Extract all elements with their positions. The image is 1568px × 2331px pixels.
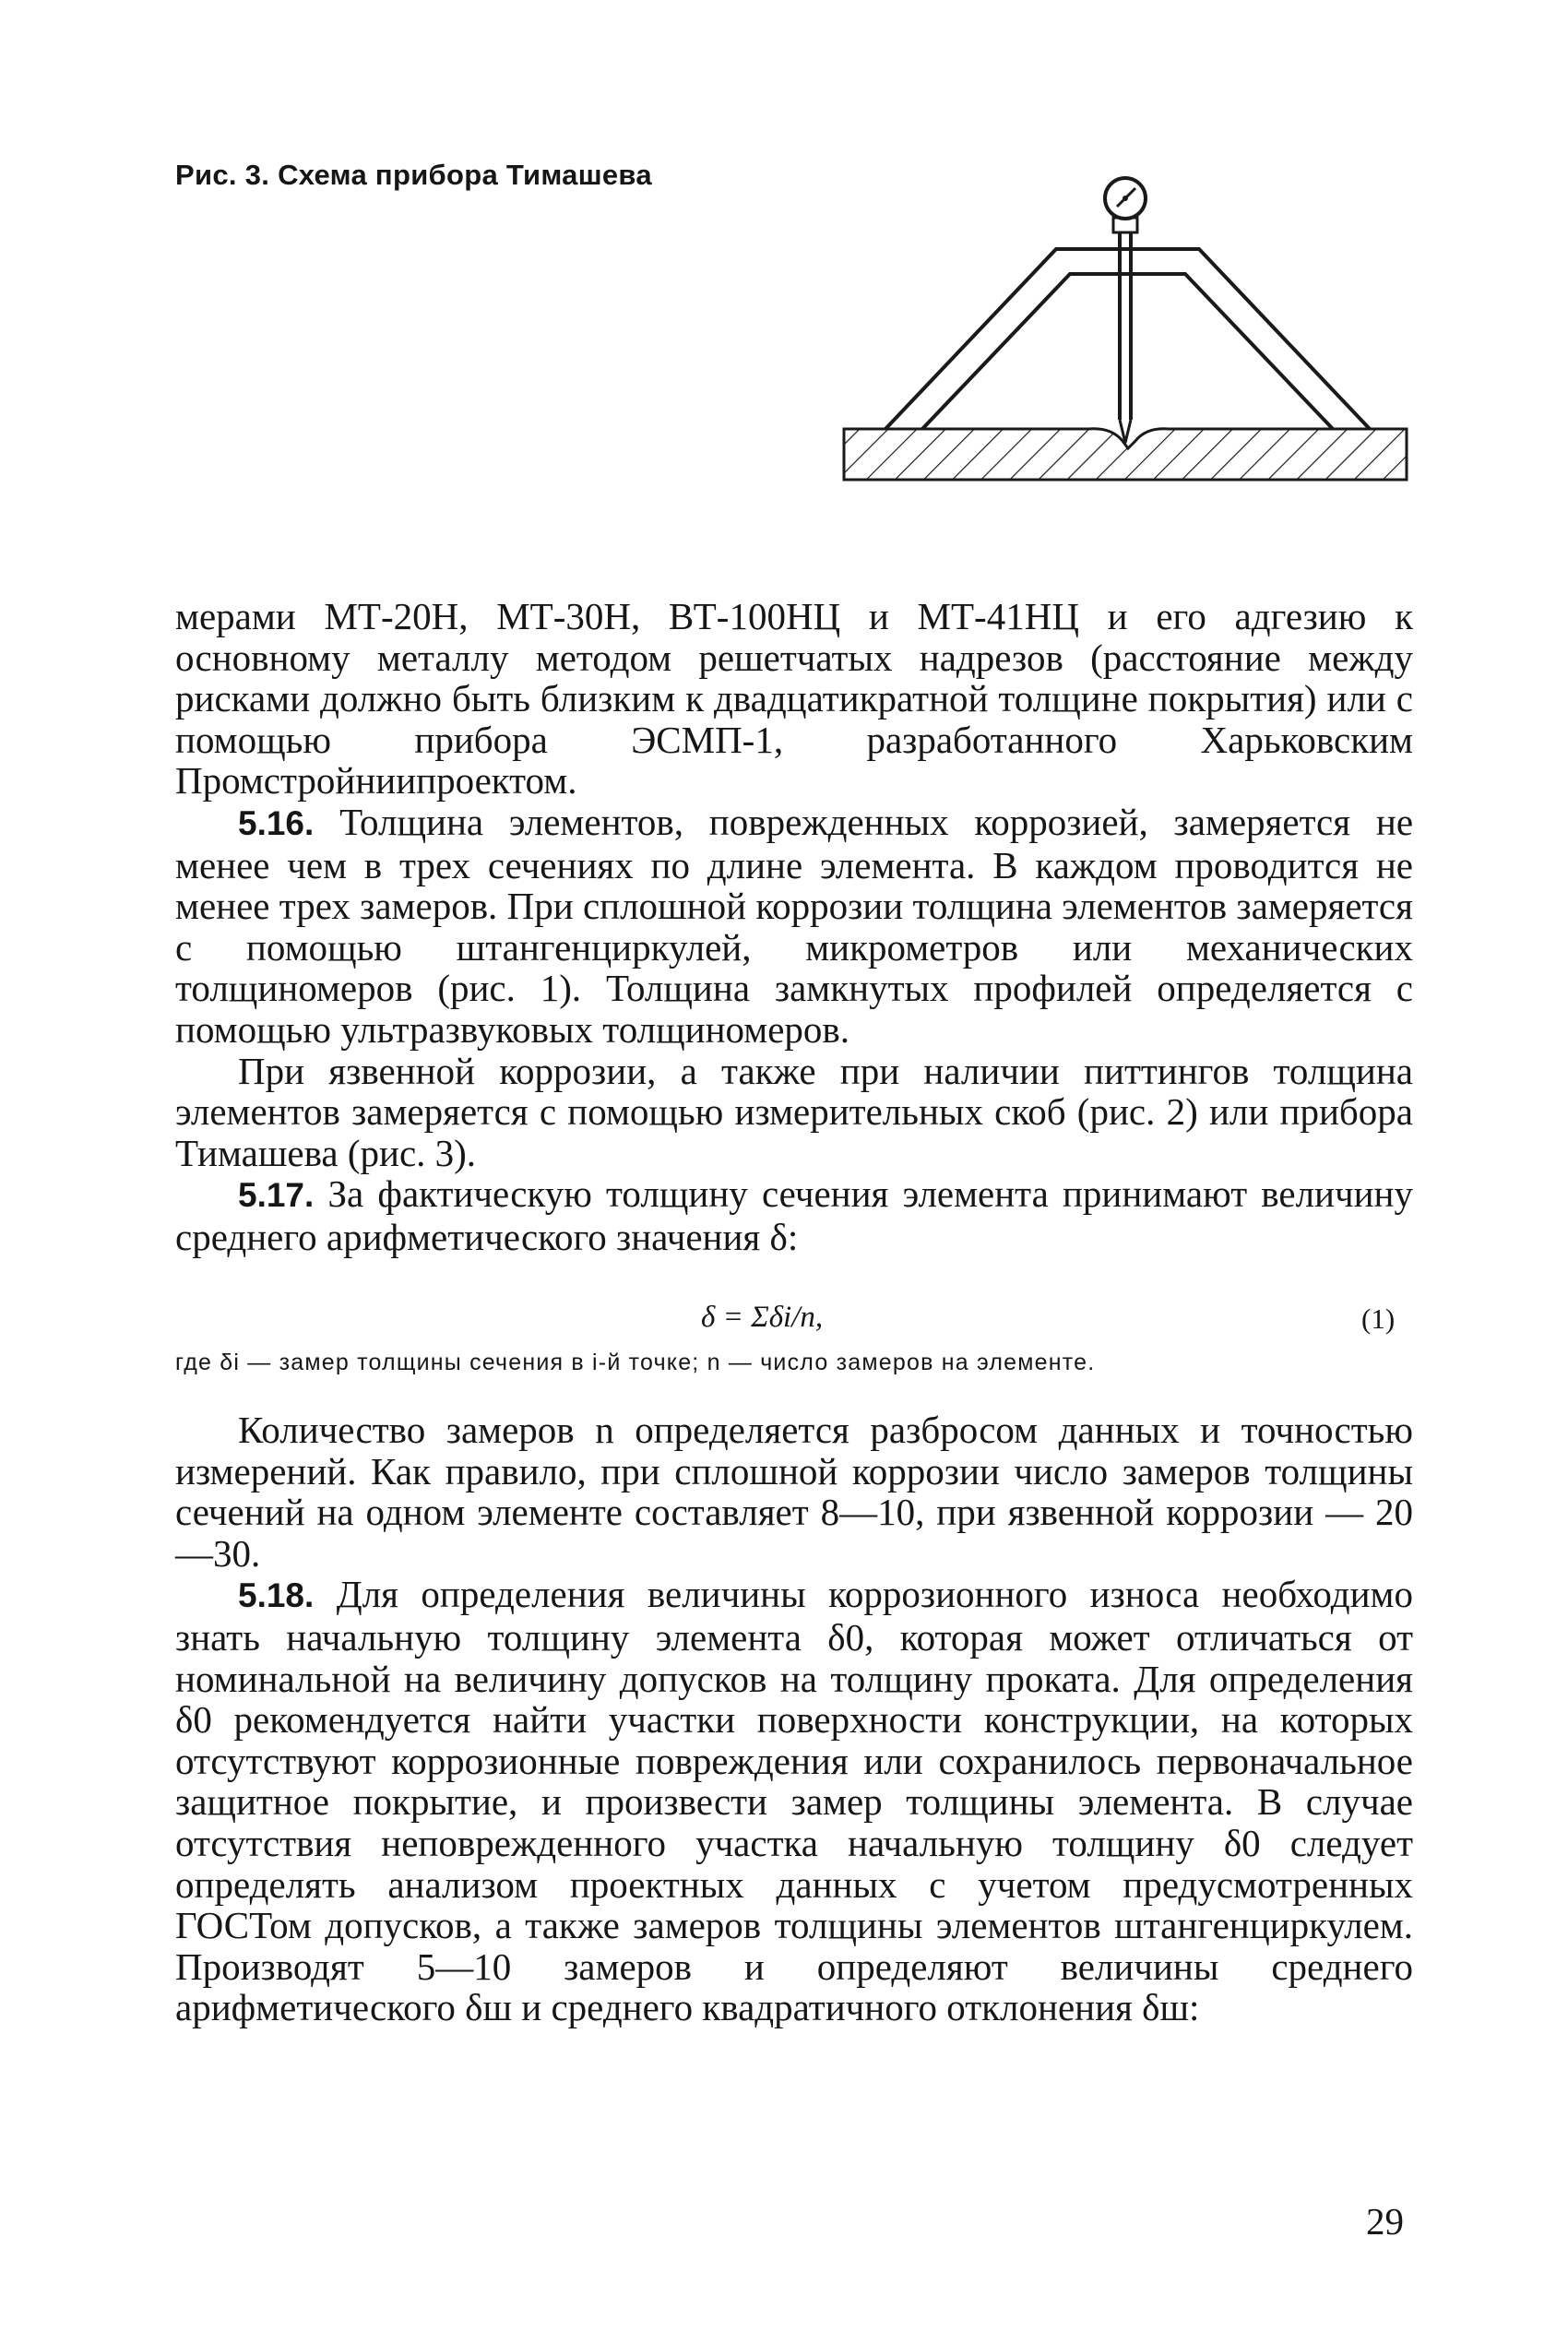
formula-number: (1) (1361, 1302, 1396, 1335)
dial-gauge-icon (1105, 178, 1146, 232)
paragraph-pitting: При язвенной коррозии, а также при наличии питтингов толщина элементов замеряется с помощью измерительных скоб (рис. 2) или прибора Тимашева (рис. 3). (175, 1049, 1413, 1174)
paragraph-continuation: мерами МТ-20Н, МТ-30Н, ВТ-100НЦ и МТ-41НЦ и его адгезию к основному металлу методом решетчатых надрезов (расстояние между рисками должно быть близким к двадцатикратной толщине покрытия) или с помощью прибора ЭСМП-1, разработанного Харьковским Промстройниипроектом. (175, 595, 1413, 803)
tripod-frame (885, 249, 1370, 429)
formula-note: где δi — замер толщины сечения в i-й точке; n — число замеров на элементе. (175, 1350, 1096, 1375)
base-plate (844, 429, 1407, 480)
body-text-bottom (175, 1409, 1413, 2028)
paragraph-text: Для определения величины коррозионного износа необходимо знать начальную толщину элемента δ0, которая может отличаться от номинальной на величину допусков на толщину проката. Для определения δ0 рекомендуется найти участки поверхности конструкции, на которых отсутствуют коррозионные повреждения или сохранилось первоначальное защитное покрытие, и произвести замер толщины элемента. В случае отсутствия неповрежденного участка начальную толщину δ0 следует определять анализом проектных данных с учетом предусмотренных ГОСТом допусков, а также замеров толщины элементов штангенциркулем. Производят 5—10 замеров и определяют величины среднего арифметического δш и среднего квадратичного отклонения δш: (175, 1573, 1414, 2029)
timashev-device-diagram (835, 166, 1416, 498)
page-number: 29 (1366, 2200, 1404, 2242)
paragraph-text: За фактическую толщину сечения элемента принимают величину среднего арифметического значения δ: (175, 1172, 1413, 1258)
paragraph-5-18 (175, 1574, 1413, 2028)
paragraph-5-16 (175, 802, 1413, 1051)
paragraph-text: Толщина элементов, поврежденных коррозией, замеряется не менее чем в трех сечениях по длине элемента. В каждом проводится не менее трех замеров. При сплошной коррозии толщина элементов замеряется с помощью штангенциркулей, микрометров или механических толщиномеров (рис. 1). Толщина замкнутых профилей определяется с помощью ультразвуковых толщиномеров. (175, 800, 1414, 1051)
body-text-top (175, 596, 1413, 1258)
paragraph-5-17 (175, 1173, 1413, 1257)
probe-needle (1120, 231, 1131, 443)
figure-caption: Рис. 3. Схема прибора Тимашева (175, 159, 652, 191)
section-number: 5.18. (238, 1576, 315, 1615)
section-number: 5.17. (238, 1176, 315, 1215)
paragraph-measurement-count: Количество замеров n определяется разбросом данных и точностью измерений. Как правило, при сплошной коррозии число замеров толщины сечений на одном элементе составляет 8—10, при язвенной коррозии — 20—30. (175, 1409, 1413, 1575)
formula: δ = Σδi/n, (701, 1301, 824, 1334)
section-number: 5.16. (238, 803, 315, 842)
